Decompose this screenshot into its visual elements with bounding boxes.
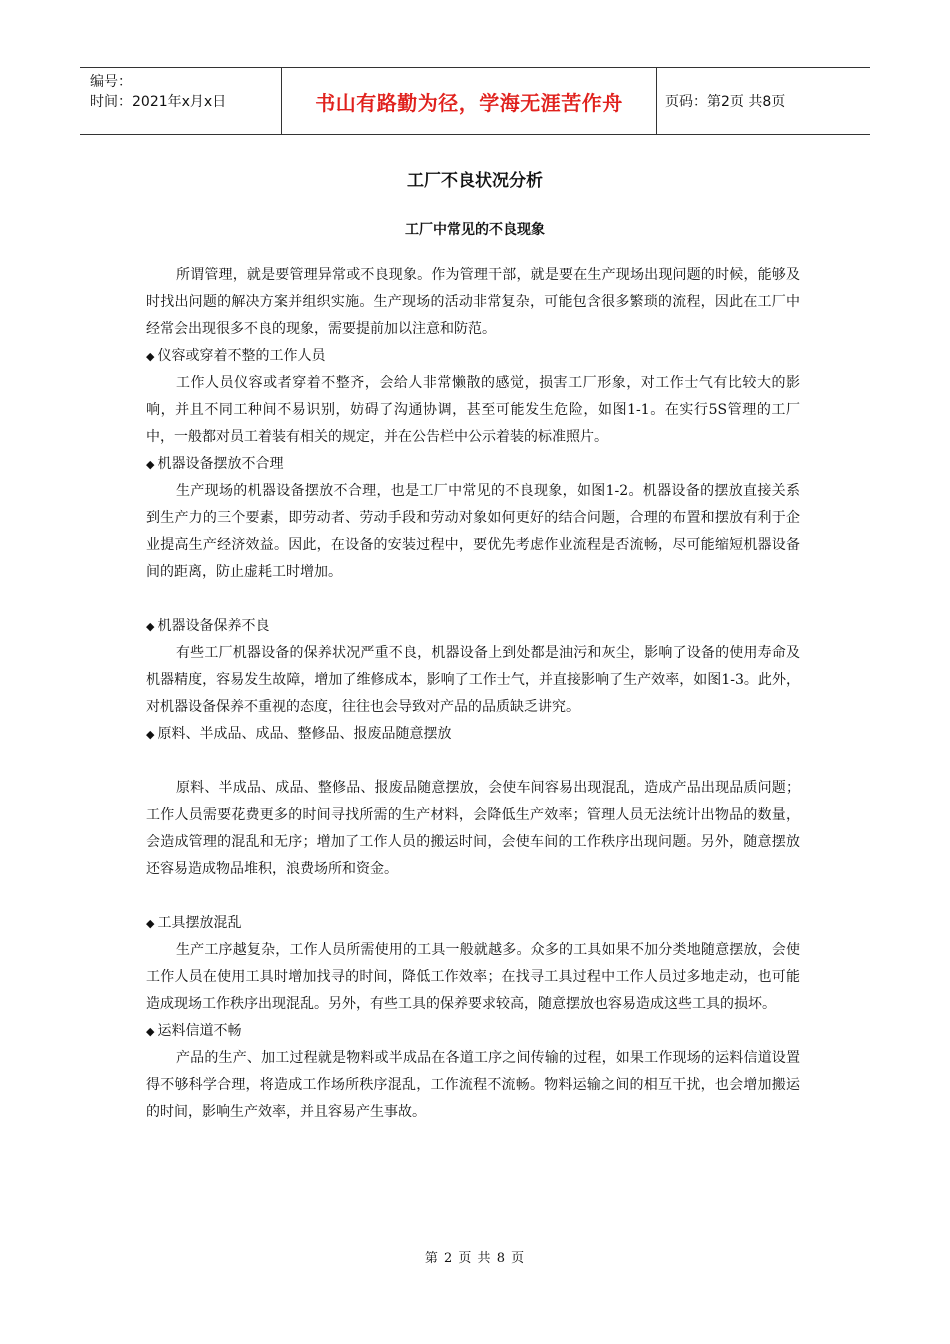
section-heading: [146, 1018, 800, 1045]
diamond-bullet-icon: ◆: [146, 728, 155, 741]
header-page-info: 页码：第2页 共8页: [665, 94, 786, 110]
document-subtitle: 工厂中常见的不良现象: [405, 222, 545, 238]
document-title: 工厂不良状况分析: [407, 171, 543, 191]
time-label: 时间：2021年x月x日: [90, 94, 227, 110]
section-heading: [146, 613, 800, 640]
section-heading-text: 运料信道不畅: [157, 1023, 242, 1039]
spacer: [146, 883, 800, 910]
section-heading-text: 原料、半成品、成品、整修品、报废品随意摆放: [157, 726, 452, 742]
section-paragraph: 生产工序越复杂，工作人员所需使用的工具一般就越多。众多的工具如果不加分类地随意摆放，会使工作人员在使用工具时增加找寻的时间，降低工作效率；在找寻工具过程中工作人员过多地走动，也可能造成现场工作秩序出现混乱。另外，有些工具的保养要求较高，随意摆放也容易造成这些工具的损坏。: [146, 942, 800, 1012]
diamond-bullet-icon: ◆: [146, 620, 155, 633]
section-paragraph: 生产现场的机器设备摆放不合理，也是工厂中常见的不良现象，如图1-2。机器设备的摆放直接关系到生产力的三个要素，即劳动者、劳动手段和劳动对象如何更好的结合问题，合理的布置和摆放有利于企业提高生产经济效益。因此，在设备的安装过程中，要优先考虑作业流程是否流畅，尽可能缩短机器设备间的距离，防止虚耗工时增加。: [146, 483, 800, 580]
section-heading: [146, 451, 800, 478]
header-meta: [80, 68, 281, 134]
diamond-bullet-icon: ◆: [146, 1025, 155, 1038]
document-body: [146, 262, 800, 1126]
section-heading-text: 工具摆放混乱: [157, 915, 242, 931]
page-footer: 第 2 页 共 8 页: [424, 1251, 526, 1266]
diamond-bullet-icon: ◆: [146, 917, 155, 930]
section-heading: [146, 721, 800, 748]
header-motto: 书山有路勤为径，学海无涯苦作舟: [281, 68, 657, 134]
spacer: [146, 748, 800, 775]
section-paragraph: 工作人员仪容或者穿着不整齐，会给人非常懒散的感觉，损害工厂形象，对工作士气有比较大的影响，并且不同工种间不易识别，妨碍了沟通协调，甚至可能发生危险，如图1-1。在实行5S管理的工厂中，一般都对员工着装有相关的规定，并在公告栏中公示着装的标准照片。: [146, 375, 800, 445]
section-heading-text: 机器设备保养不良: [157, 618, 270, 634]
section-paragraph: 产品的生产、加工过程就是物料或半成品在各道工序之间传输的过程，如果工作现场的运料信道设置得不够科学合理，将造成工作场所秩序混乱，工作流程不流畅。物料运输之间的相互干扰，也会增加搬运的时间，影响生产效率，并且容易产生事故。: [146, 1050, 800, 1120]
diamond-bullet-icon: ◆: [146, 458, 155, 471]
spacer: [146, 586, 800, 613]
section-paragraph: 有些工厂机器设备的保养状况严重不良，机器设备上到处都是油污和灰尘，影响了设备的使用寿命及机器精度，容易发生故障，增加了维修成本，影响了工作士气，并直接影响了生产效率，如图1-3。此外，对机器设备保养不重视的态度，往往也会导致对产品的品质缺乏讲究。: [146, 645, 800, 715]
number-label: 编号：: [90, 74, 132, 90]
section-heading: [146, 910, 800, 937]
section-heading-text: 机器设备摆放不合理: [157, 456, 284, 472]
section-paragraph: 原料、半成品、成品、整修品、报废品随意摆放，会使车间容易出现混乱，造成产品出现品质问题；工作人员需要花费更多的时间寻找所需的生产材料，会降低生产效率；管理人员无法统计出物品的数量，会造成管理的混乱和无序；增加了工作人员的搬运时间，会使车间的工作秩序出现问题。另外，随意摆放还容易造成物品堆积，浪费场所和资金。: [146, 780, 800, 877]
diamond-bullet-icon: ◆: [146, 350, 155, 363]
section-heading: [146, 343, 800, 370]
section-heading-text: 仪容或穿着不整的工作人员: [157, 348, 326, 364]
intro-paragraph: 所谓管理，就是要管理异常或不良现象。作为管理干部，就是要在生产现场出现问题的时候，能够及时找出问题的解决方案并组织实施。生产现场的活动非常复杂，可能包含很多繁琐的流程，因此在工厂中经常会出现很多不良的现象，需要提前加以注意和防范。: [146, 267, 800, 337]
document-header: [80, 67, 870, 135]
